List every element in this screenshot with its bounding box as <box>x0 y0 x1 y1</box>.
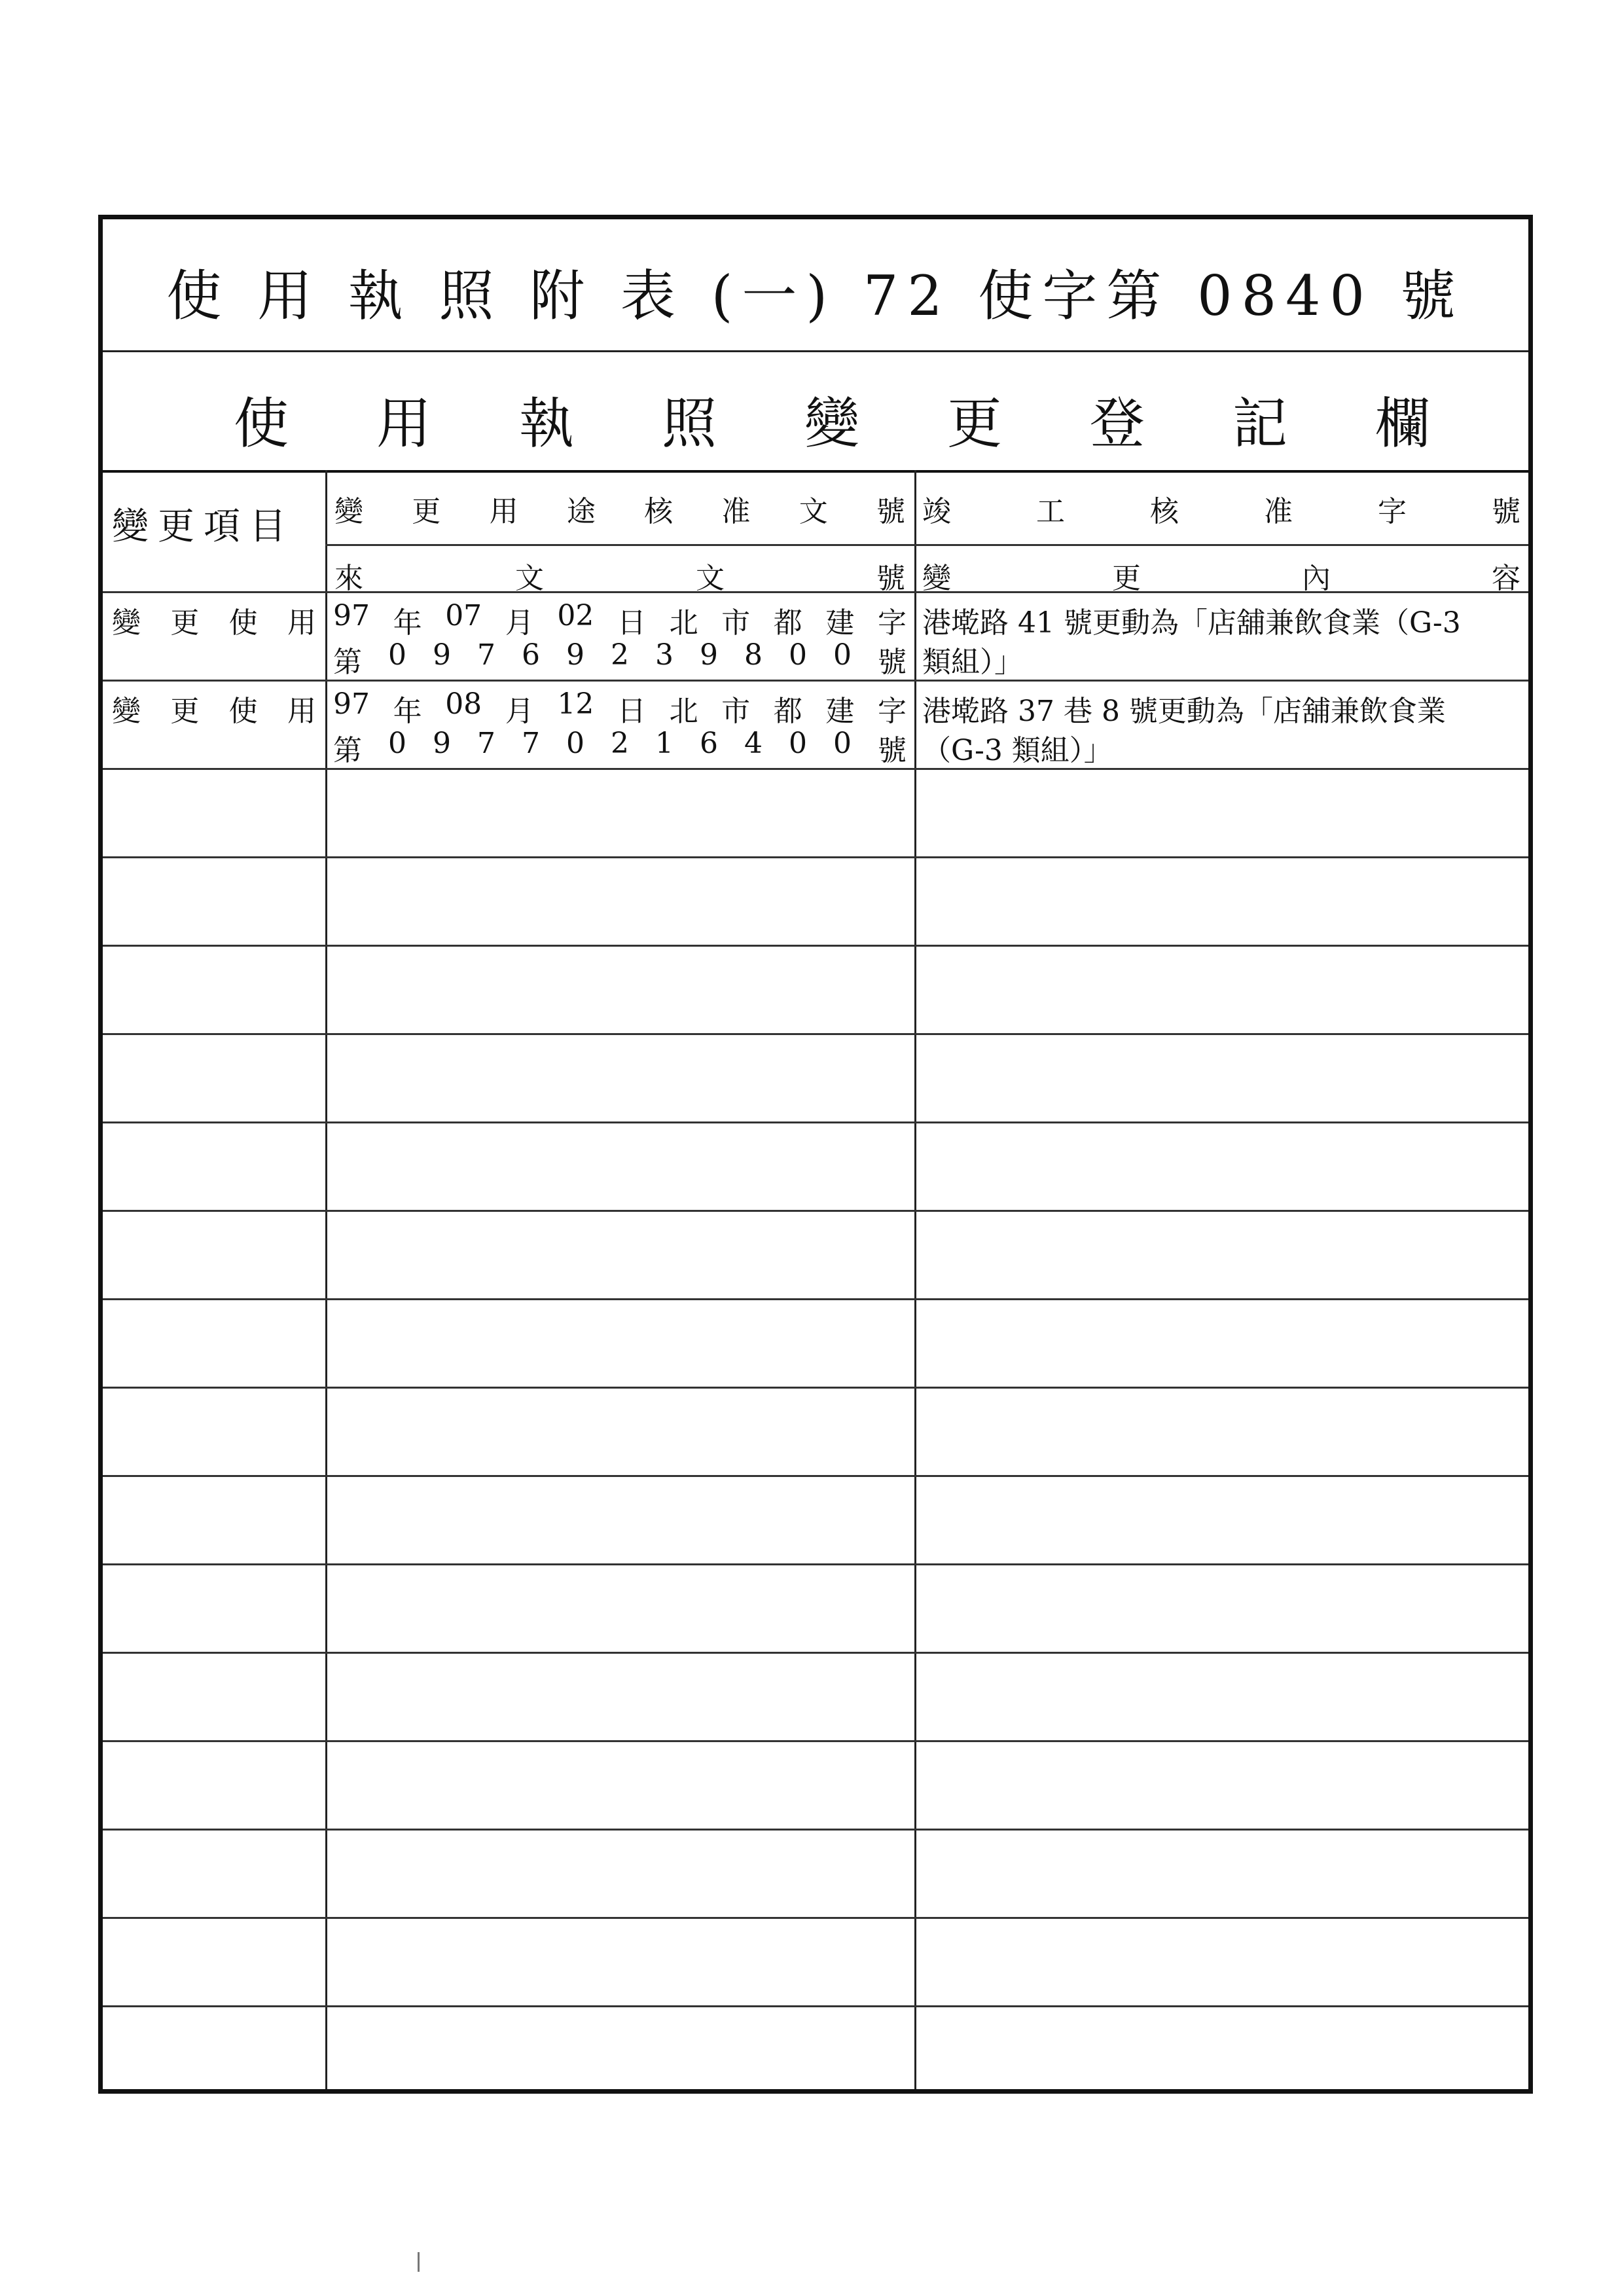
column-header-approval-number-char: 核 <box>644 495 674 528</box>
row-divider <box>103 1121 1528 1123</box>
row-document-line2-char: 7 <box>477 638 495 672</box>
column-header-approval-number-char: 更 <box>412 495 441 528</box>
column-header-incoming-document-char: 文 <box>696 562 725 595</box>
row-document-line1-char: 都 <box>773 606 802 640</box>
row-document-line2-char: 2 <box>611 727 629 760</box>
subtitle-char: 使 <box>234 392 289 456</box>
column-header-change-item: 變更項目 <box>112 505 295 548</box>
row-document-line2 <box>333 727 907 769</box>
row-document-line2-char: 7 <box>522 727 540 760</box>
row-change-content-line2: （G-3 類組）」 <box>922 734 1113 767</box>
subtitle-char: 記 <box>1232 392 1287 456</box>
row-document-line2-char: 8 <box>744 638 763 672</box>
row-document-line1 <box>333 599 907 641</box>
row-document-line1-char: 建 <box>825 695 855 728</box>
column-header-completion-number-char: 核 <box>1150 495 1179 528</box>
column-header-completion-number <box>922 488 1520 530</box>
subtitle-char: 用 <box>376 392 431 456</box>
row-document-line2-char: 9 <box>433 727 451 760</box>
column-header-change-content <box>922 555 1520 596</box>
row-change-content-line1: 港墘路 37 巷 8 號更動為「店舖兼飲食業 <box>922 695 1446 728</box>
row-divider <box>103 2005 1528 2007</box>
title-row <box>103 219 1528 352</box>
row-document-line1-char: 97 <box>333 599 370 632</box>
row-document-line2-char: 0 <box>789 638 807 672</box>
row-change-item <box>112 687 316 729</box>
row-document-line1 <box>333 687 907 729</box>
row-document-line2-char: 9 <box>700 638 718 672</box>
column-header-completion-number-char: 字 <box>1378 495 1407 528</box>
row-document-line2-char: 1 <box>655 727 674 760</box>
row-document-line2-char: 0 <box>833 638 852 672</box>
column-header-change-content-char: 更 <box>1112 562 1141 595</box>
row-document-line2-char: 7 <box>477 727 495 760</box>
row-divider <box>103 945 1528 947</box>
row-divider <box>103 1829 1528 1831</box>
column-header-completion-number-char: 竣 <box>922 495 951 528</box>
row-document-line2-char: 0 <box>388 727 406 760</box>
column-header-approval-number-char: 號 <box>876 495 905 528</box>
row-document-line2-char: 6 <box>522 638 540 672</box>
row-divider <box>103 1475 1528 1477</box>
row-document-line1-char: 建 <box>825 606 855 640</box>
column-header-approval-number-char: 准 <box>721 495 751 528</box>
subtitle-char: 執 <box>518 392 574 456</box>
row-divider <box>103 1298 1528 1300</box>
row-divider <box>103 1652 1528 1654</box>
row-change-item-char: 變 <box>112 606 141 640</box>
column-header-approval-number-char: 變 <box>334 495 363 528</box>
row-change-content-line1: 港墘路 41 號更動為「店舖兼飲食業（G-3 <box>922 606 1461 640</box>
header-divider <box>325 544 1528 546</box>
column-header-approval-number-char: 文 <box>799 495 828 528</box>
row-document-line1-char: 月 <box>505 695 534 728</box>
row-document-line2-char: 0 <box>789 727 807 760</box>
row-divider <box>103 1033 1528 1035</box>
row-document-line2-char: 6 <box>700 727 718 760</box>
row-document-line2-char: 號 <box>878 734 907 767</box>
row-document-line1-char: 市 <box>721 695 751 728</box>
column-header-change-content-char: 內 <box>1302 562 1331 595</box>
row-document-line2-char: 3 <box>655 638 674 672</box>
row-document-line1-char: 02 <box>557 599 594 632</box>
row-divider <box>103 856 1528 858</box>
row-document-line1-char: 08 <box>445 687 482 721</box>
column-header-approval-number-char: 用 <box>489 495 518 528</box>
row-document-line2-char: 2 <box>611 638 629 672</box>
row-change-item-char: 使 <box>228 606 258 640</box>
row-change-item <box>112 599 316 641</box>
row-change-item-char: 更 <box>170 606 200 640</box>
column-header-approval-number <box>334 488 905 530</box>
row-change-item-char: 變 <box>112 695 141 728</box>
row-change-item-char: 用 <box>287 606 316 640</box>
column-divider <box>914 470 916 2089</box>
column-header-incoming-document-char: 文 <box>515 562 544 595</box>
row-document-line2-char: 0 <box>388 638 406 672</box>
row-document-line1-char: 年 <box>393 695 422 728</box>
row-document-line1-char: 北 <box>669 695 698 728</box>
row-document-line1-char: 月 <box>505 606 534 640</box>
row-document-line2-char: 第 <box>333 646 362 679</box>
row-document-line2-char: 第 <box>333 734 362 767</box>
subtitle-char: 變 <box>804 392 859 456</box>
form-subtitle <box>234 380 1430 459</box>
row-change-content-line2: 類組）」 <box>922 646 1023 679</box>
column-divider <box>325 470 327 2089</box>
column-header-completion-number-char: 工 <box>1036 495 1065 528</box>
row-document-line2-char: 0 <box>566 727 584 760</box>
row-document-line2 <box>333 638 907 680</box>
row-document-line2-char: 4 <box>744 727 763 760</box>
row-divider <box>103 1563 1528 1565</box>
row-document-line1-char: 97 <box>333 687 370 721</box>
subtitle-char: 更 <box>946 392 1002 456</box>
row-document-line2-char: 0 <box>833 727 852 760</box>
row-document-line1-char: 字 <box>877 695 907 728</box>
column-header-incoming-document <box>334 555 905 596</box>
row-change-item-char: 使 <box>228 695 258 728</box>
subtitle-char: 照 <box>661 392 717 456</box>
usage-permit-form <box>98 215 1533 2094</box>
row-change-item-char: 更 <box>170 695 200 728</box>
row-change-item-char: 用 <box>287 695 316 728</box>
column-header-change-content-char: 變 <box>922 562 951 595</box>
row-document-line1-char: 12 <box>557 687 594 721</box>
subtitle-row <box>103 350 1528 473</box>
row-document-line1-char: 都 <box>773 695 802 728</box>
column-header-change-content-char: 容 <box>1492 562 1520 595</box>
row-divider <box>103 1917 1528 1919</box>
row-document-line2-char: 號 <box>878 646 907 679</box>
row-divider <box>103 1387 1528 1389</box>
column-header-completion-number-char: 准 <box>1264 495 1293 528</box>
row-document-line1-char: 北 <box>669 606 698 640</box>
subtitle-char: 欄 <box>1375 392 1430 456</box>
column-header-completion-number-char: 號 <box>1492 495 1520 528</box>
row-document-line2-char: 9 <box>433 638 451 672</box>
form-title: 使 用 執 照 附 表 (一) 72 使字第 0840 號 <box>166 264 1465 328</box>
column-header-approval-number-char: 途 <box>566 495 596 528</box>
column-header-incoming-document-char: 號 <box>876 562 905 595</box>
row-divider <box>103 1740 1528 1742</box>
row-document-line1-char: 字 <box>877 606 907 640</box>
scan-mark <box>418 2252 420 2272</box>
row-document-line1-char: 年 <box>393 606 422 640</box>
subtitle-char: 登 <box>1089 392 1145 456</box>
row-divider <box>103 1210 1528 1212</box>
row-document-line1-char: 日 <box>617 695 646 728</box>
row-document-line1-char: 07 <box>445 599 482 632</box>
row-document-line1-char: 日 <box>617 606 646 640</box>
row-document-line2-char: 9 <box>566 638 584 672</box>
column-header-incoming-document-char: 來 <box>334 562 363 595</box>
row-document-line1-char: 市 <box>721 606 751 640</box>
